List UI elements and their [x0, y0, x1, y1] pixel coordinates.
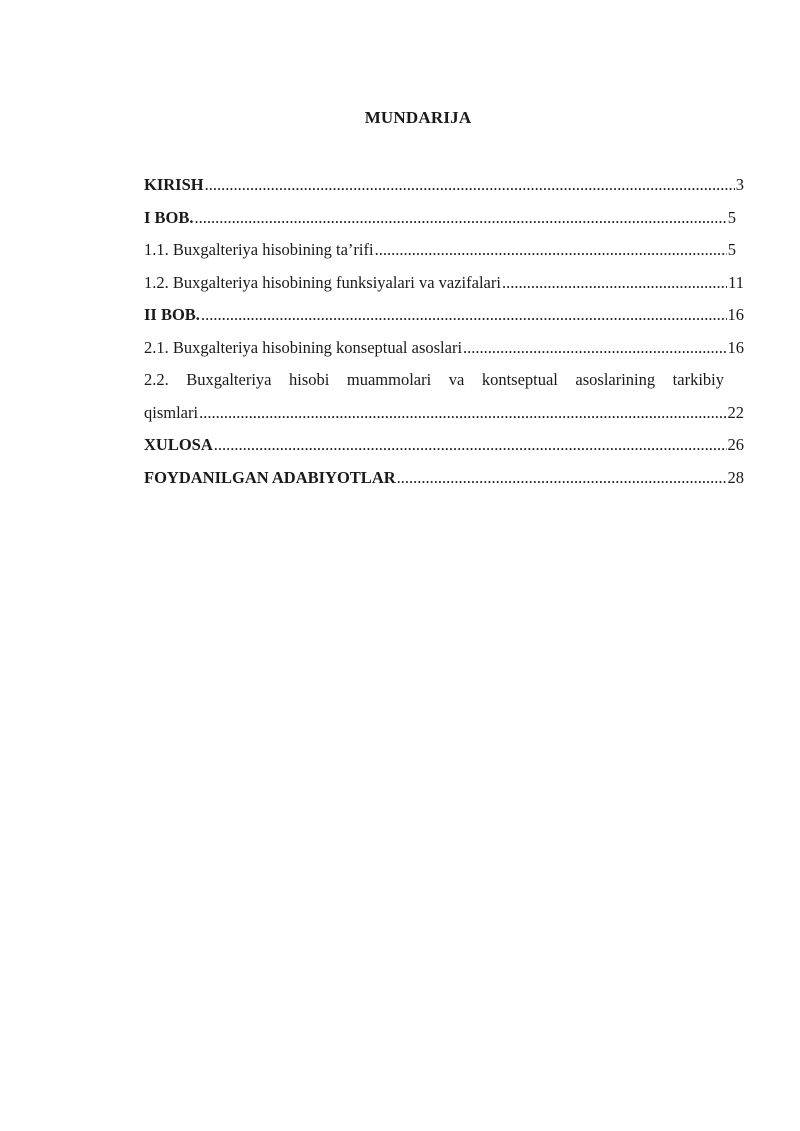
dot-leader: [205, 174, 735, 196]
dot-leader: [199, 402, 726, 424]
toc-entry-label: qismlari: [144, 402, 199, 422]
toc-entry-page: 26: [727, 435, 744, 454]
toc-entry-adabiyotlar[interactable]: [144, 467, 744, 500]
dot-leader: [397, 467, 727, 489]
toc-word: va: [448, 370, 465, 389]
toc-entry-1-1[interactable]: [144, 239, 744, 272]
toc-word: Buxgalteriya: [186, 370, 272, 389]
page-title: MUNDARIJA: [364, 108, 472, 127]
toc-entry-page: 22: [727, 402, 744, 422]
toc-entry-2-1[interactable]: [144, 337, 744, 370]
toc-entry-label: 1.1. Buxgalteriya hisobining ta’rifi: [144, 240, 374, 259]
toc-entry-label: FOYDANILGAN ADABIYOTLAR: [144, 467, 396, 487]
toc-entry-page: 16: [727, 305, 744, 324]
toc-entry-page: 11: [728, 272, 744, 292]
toc-entry-label: 2.1. Buxgalteriya hisobining konseptual asoslari: [144, 337, 463, 357]
table-of-contents: [144, 174, 744, 499]
toc-word: muammolari: [346, 370, 432, 389]
toc-entry-kirish[interactable]: [144, 174, 744, 207]
toc-entry-page: 3: [735, 175, 744, 194]
toc-word: kontseptual: [481, 370, 558, 389]
toc-entry-label: KIRISH: [144, 175, 204, 194]
toc-entry-label-line1: [144, 369, 744, 402]
toc-entry-label: I BOB.: [144, 207, 194, 227]
toc-entry-page: 28: [727, 467, 744, 487]
dot-leader: [214, 434, 727, 456]
toc-entry-xulosa[interactable]: [144, 434, 744, 467]
toc-entry-label: 1.2. Buxgalteriya hisobining funksiyalari va vazifalari: [144, 272, 501, 292]
dot-leader: [195, 207, 727, 229]
toc-entry-page: 5: [727, 207, 736, 227]
toc-word: asoslarining: [575, 370, 656, 389]
toc-entry-label-line2: [144, 402, 744, 435]
toc-entry-2-2[interactable]: [144, 369, 744, 434]
toc-entry-1-2[interactable]: [144, 272, 744, 305]
toc-entry-ii-bob[interactable]: [144, 304, 744, 337]
toc-entry-page: 5: [727, 240, 736, 259]
toc-entry-label: II BOB.: [144, 305, 200, 324]
toc-word: 2.2.: [144, 370, 169, 389]
dot-leader: [502, 272, 727, 294]
toc-entry-page: 16: [727, 337, 744, 357]
dot-leader: [375, 239, 727, 261]
toc-entry-i-bob[interactable]: [144, 207, 744, 240]
toc-word: tarkibiy: [672, 370, 724, 389]
dot-leader: [201, 304, 727, 326]
toc-entry-label: XULOSA: [144, 435, 213, 454]
toc-word: hisobi: [289, 370, 330, 389]
dot-leader: [463, 337, 726, 359]
